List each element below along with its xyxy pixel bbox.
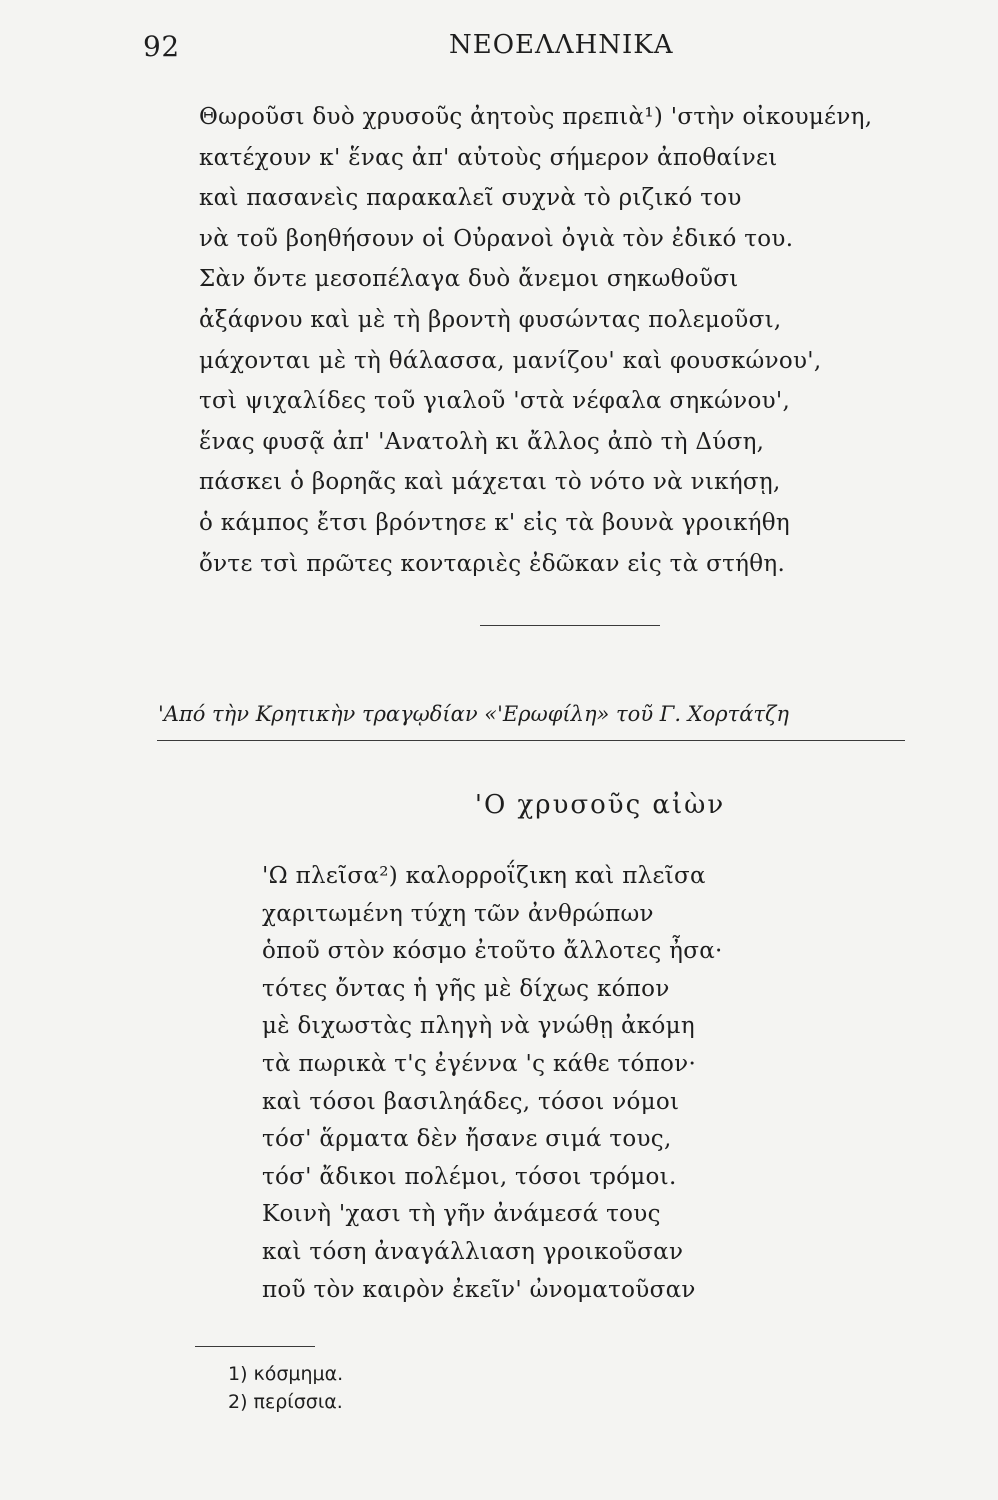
poem-line: πάσκει ὁ βορηᾶς καὶ μάχεται τὸ νότο νὰ νικήσῃ, xyxy=(199,469,781,496)
poem-line: ποῦ τὸν καιρὸν ἐκεῖν' ὠνοματοῦσαν xyxy=(262,1276,696,1303)
poem-line: 'Ω πλεῖσα²) καλορροΐζικη καὶ πλεῖσα xyxy=(262,863,706,889)
poem-line: καὶ πασανεὶς παρακαλεῖ συχνὰ τὸ ριζικό του xyxy=(199,185,742,212)
page-number: 92 xyxy=(143,30,180,63)
poem-line: Θωροῦσι δυὸ χρυσοῦς ἀητοὺς πρεπιὰ¹) 'στὴν οἰκουμένη, xyxy=(199,104,873,130)
poem-line: ὁ κάμπος ἔτσι βρόντησε κ' εἰς τὰ βουνὰ γροικήθη xyxy=(199,509,791,536)
poem-line: μάχονται μὲ τὴ θάλασσα, μανίζου' καὶ φουσκώνου', xyxy=(199,347,822,374)
poem-line: ὄντε τσὶ πρῶτες κονταριὲς ἐδῶκαν εἰς τὰ στήθη. xyxy=(199,550,786,577)
poem-one xyxy=(199,97,872,584)
running-title: ΝΕΟΕΛΛΗΝΙΚΑ xyxy=(449,30,674,60)
poem-line: μὲ διχωστὰς πληγὴ νὰ γνώθῃ ἀκόμη xyxy=(262,1013,695,1040)
poem-line: νὰ τοῦ βοηθήσουν οἱ Οὐρανοὶ ὀγιὰ τὸν ἐδικό του. xyxy=(199,225,794,252)
poem-title: 'Ο χρυσοῦς αἰὼν xyxy=(474,790,726,820)
footnote-rule xyxy=(195,1346,315,1347)
poem-line: ἀξάφνου καὶ μὲ τὴ βροντὴ φυσώντας πολεμοῦσι, xyxy=(199,306,782,333)
poem-line: τὰ πωρικὰ τ'ς ἐγέννα 'ς κάθε τόπον· xyxy=(262,1050,697,1077)
footnote: 2) περίσσια. xyxy=(228,1391,343,1413)
attribution-rule xyxy=(157,740,905,741)
section-divider xyxy=(480,625,660,626)
source-attribution: 'Από τὴν Κρητικὴν τραγῳδίαν «'Ερωφίλη» τοῦ Γ. Χορτάτζη xyxy=(158,702,789,726)
poem-line: χαριτωμένη τύχη τῶν ἀνθρώπων xyxy=(262,900,654,927)
poem-line: καὶ τόσοι βασιληάδες, τόσοι νόμοι xyxy=(262,1088,680,1115)
poem-line: Σὰν ὄντε μεσοπέλαγα δυὸ ἄνεμοι σηκωθοῦσι xyxy=(199,266,739,293)
poem-line: τόσ' ἅρματα δὲν ἤσανε σιμά τους, xyxy=(262,1126,672,1153)
poem-line: Κοινὴ 'χασι τὴ γῆν ἀνάμεσά τους xyxy=(262,1201,661,1228)
poem-line: καὶ τόση ἀναγάλλιαση γροικοῦσαν xyxy=(262,1238,684,1265)
footnotes xyxy=(228,1360,343,1416)
poem-line: τόσ' ἄδικοι πολέμοι, τόσοι τρόμοι. xyxy=(262,1163,677,1190)
poem-line: τότες ὄντας ἡ γῆς μὲ δίχως κόπον xyxy=(262,975,670,1002)
poem-line: κατέχουν κ' ἕνας ἀπ' αὐτοὺς σήμερον ἀποθαίνει xyxy=(199,144,778,171)
poem-two xyxy=(262,858,723,1309)
poem-line: τσὶ ψιχαλίδες τοῦ γιαλοῦ 'στὰ νέφαλα σηκώνου', xyxy=(199,388,791,415)
footnote: 1) κόσμημα. xyxy=(228,1363,344,1385)
poem-line: ἕνας φυσᾷ ἀπ' 'Ανατολὴ κι ἄλλος ἀπὸ τὴ Δύση, xyxy=(199,428,765,455)
poem-line: ὁποῦ στὸν κόσμο ἐτοῦτο ἄλλοτες ἦσα· xyxy=(262,938,723,965)
